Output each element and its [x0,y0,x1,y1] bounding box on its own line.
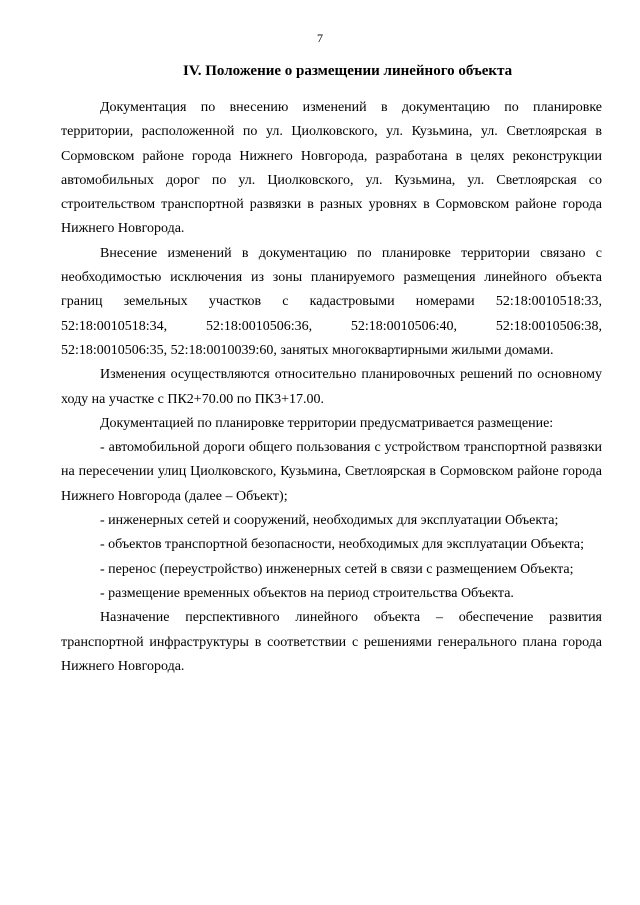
paragraph-changes: Изменения осуществляются относительно планировочных решений по основному ходу на участке с ПК2+70.00 по ПК3+17.00. [61,367,602,407]
paragraph-purpose-of-object: Назначение перспективного линейного объекта – обеспечение развития транспортной инфраструктуры в соответствии с решениями генерального плана города Нижнего Новгорода. [61,610,602,674]
list-item-temporary-objects: - размещение временных объектов на период строительства Объекта. [100,585,514,601]
section-body [61,96,602,679]
list-item-transport-security: - объектов транспортной безопасности, необходимых для эксплуатации Объекта; [100,537,584,553]
page-number: 7 [317,31,323,45]
section-heading: IV. Положение о размещении линейного объекта [183,63,513,79]
list-item-relocation: - перенос (переустройство) инженерных сетей в связи с размещением Объекта; [100,561,574,577]
paragraph-placement-intro: Документацией по планировке территории предусматривается размещение: [100,415,554,431]
list-item-road: - автомобильной дороги общего пользования с устройством транспортной развязки на пересечении улиц Циолковского, Кузьмина, Светлоярская в Сормовском районе города Нижнего Новгорода (далее – Объект); [61,440,602,504]
list-item-utilities: - инженерных сетей и сооружений, необходимых для эксплуатации Объекта; [100,513,559,529]
paragraph-exclusion: Внесение изменений в документацию по планировке территории связано с необходимостью исключения из зоны планируемого размещения линейного объекта границ земельных участков с кадастровыми номерами 52:18:0010518:33, 52:18:0010518:34, 52:18:0010506:36, 52:18:0010506:40, 52:18:0010506:38, 52:18:0010506:35, 52:18:0010039:60, занятых многоквартирными жилыми домами. [61,245,602,358]
paragraph-purpose: Документация по внесению изменений в документацию по планировке территории, расположенной по ул. Циолковского, ул. Кузьмина, ул. Светлоярская в Сормовском районе города Нижнего Новгорода, разработана в целях реконструкции автомобильных дорог по ул. Циолковского, ул. Кузьмина, ул. Светлоярская со строительством транспортной развязки в разных уровнях в Сормовском районе города Нижнего Новгорода. [61,100,602,237]
